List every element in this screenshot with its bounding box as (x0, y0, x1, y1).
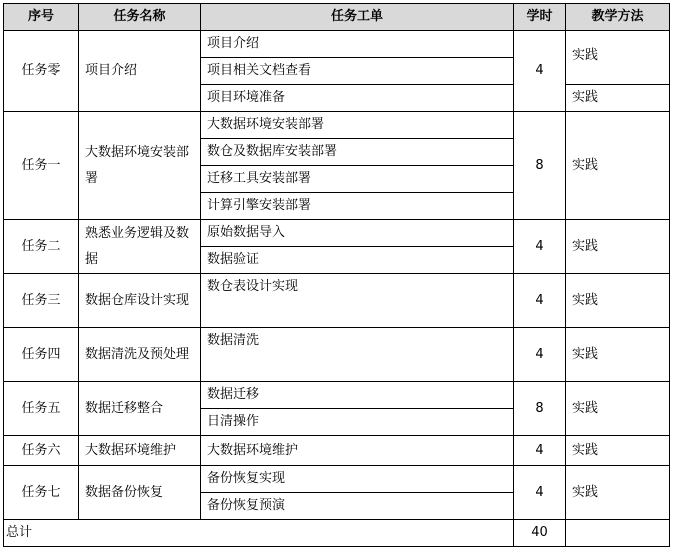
task-method: 实践 (566, 31, 670, 85)
task-hours: 4 (514, 436, 566, 466)
header-row (4, 4, 670, 31)
work-item: 备份恢复实现 (201, 466, 514, 493)
header-hours: 学时 (514, 4, 566, 31)
task-name: 大数据环境维护 (79, 436, 201, 466)
task-name: 数据迁移整合 (79, 382, 201, 436)
task-method: 实践 (566, 328, 670, 382)
total-method-empty (566, 520, 670, 547)
task-hours: 4 (514, 31, 566, 112)
task-seq: 任务六 (4, 436, 79, 466)
header-seq: 序号 (4, 4, 79, 31)
task-method: 实践 (566, 436, 670, 466)
header-name: 任务名称 (79, 4, 201, 31)
table-row (4, 382, 670, 409)
task-name: 项目介绍 (79, 31, 201, 112)
task-seq: 任务一 (4, 112, 79, 220)
table-row (4, 466, 670, 493)
task-hours: 8 (514, 382, 566, 436)
task-seq: 任务五 (4, 382, 79, 436)
task-hours: 4 (514, 328, 566, 382)
task-method: 实践 (566, 466, 670, 520)
task-seq: 任务零 (4, 31, 79, 112)
task-hours: 4 (514, 274, 566, 328)
task-seq: 任务二 (4, 220, 79, 274)
task-hours: 4 (514, 466, 566, 520)
work-item: 备份恢复预演 (201, 493, 514, 520)
task-name: 大数据环境安装部署 (79, 112, 201, 220)
work-item: 项目相关文档查看 (201, 58, 514, 85)
task-hours: 4 (514, 220, 566, 274)
task-seq: 任务三 (4, 274, 79, 328)
task-hours: 8 (514, 112, 566, 220)
work-item: 大数据环境维护 (201, 436, 514, 466)
total-hours: 40 (514, 520, 566, 547)
task-name: 数据清洗及预处理 (79, 328, 201, 382)
header-method: 教学方法 (566, 4, 670, 31)
task-seq: 任务七 (4, 466, 79, 520)
table-row (4, 328, 670, 382)
table-row (4, 274, 670, 328)
task-method: 实践 (566, 85, 670, 112)
work-item: 项目环境准备 (201, 85, 514, 112)
work-item: 原始数据导入 (201, 220, 514, 247)
work-item: 日清操作 (201, 409, 514, 436)
work-item: 大数据环境安装部署 (201, 112, 514, 139)
header-work: 任务工单 (201, 4, 514, 31)
work-item: 数据验证 (201, 247, 514, 274)
task-method: 实践 (566, 112, 670, 220)
task-seq: 任务四 (4, 328, 79, 382)
total-row (4, 520, 670, 547)
total-label: 总计 (4, 520, 514, 547)
table-row (4, 31, 670, 58)
work-item: 数据迁移 (201, 382, 514, 409)
task-name: 数据仓库设计实现 (79, 274, 201, 328)
work-item: 数仓及数据库安装部署 (201, 139, 514, 166)
work-item: 迁移工具安装部署 (201, 166, 514, 193)
task-name: 数据备份恢复 (79, 466, 201, 520)
work-item: 项目介绍 (201, 31, 514, 58)
task-name: 熟悉业务逻辑及数据 (79, 220, 201, 274)
course-task-table (3, 3, 670, 547)
table-row (4, 220, 670, 247)
table-row (4, 436, 670, 466)
work-item: 计算引擎安装部署 (201, 193, 514, 220)
task-method: 实践 (566, 274, 670, 328)
work-item: 数仓表设计实现 (201, 274, 514, 328)
table-row (4, 112, 670, 139)
task-method: 实践 (566, 382, 670, 436)
task-method: 实践 (566, 220, 670, 274)
work-item: 数据清洗 (201, 328, 514, 382)
